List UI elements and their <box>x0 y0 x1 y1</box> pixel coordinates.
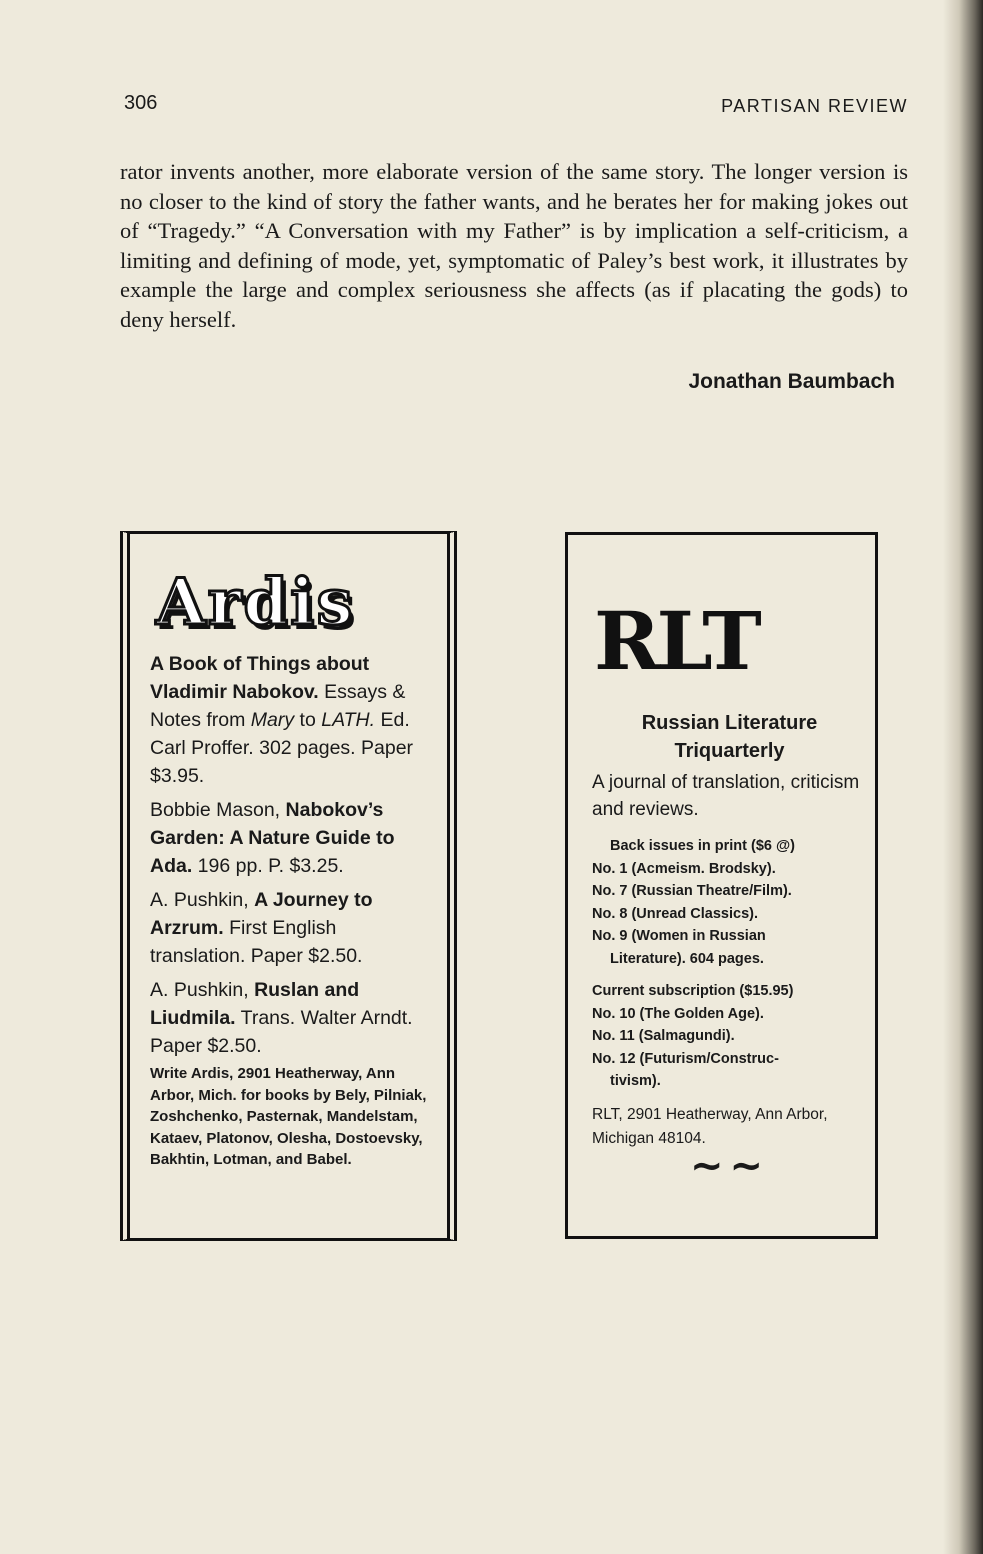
list-item: No. 10 (The Golden Age). <box>592 1005 764 1022</box>
rlt-advertisement <box>565 532 878 1239</box>
rlt-title: Russian Literature Triquarterly <box>641 712 818 762</box>
ad-item: Bobbie Mason, Nabokov’s Garden: A Nature Guide to Ada. 196 pp. P. $3.25. <box>150 799 395 877</box>
ad-item: A. Pushkin, Ruslan and Liudmila. Trans. Walter Arndt. Paper $2.50. <box>150 979 413 1057</box>
list-item: No. 11 (Salmagundi). <box>592 1028 735 1044</box>
rlt-logo: RLT <box>594 594 758 688</box>
paragraph-text: rator invents another, more elaborate version of the same story. The longer version is no closer to the kind of story the father wants, and he berates her for making jokes out of “Tragedy.” “A Conversation with my Father” is by implication a self-criticism, a limiting and defining of mode, yet, symptomatic of Paley’s best work, it illustrates by example the large and complex seriousness she affects (as if placating the gods) to deny herself. <box>120 159 908 332</box>
list-item: No. 8 (Unread Classics). <box>592 905 758 922</box>
subscription-heading: Current subscription ($15.95) <box>592 983 794 999</box>
ardis-logo: Ardis <box>156 565 355 640</box>
list-item: Literature). 604 pages. <box>610 950 764 967</box>
author-signature: Jonathan Baumbach <box>688 370 895 393</box>
rlt-subtitle: A journal of translation, criticism and reviews. <box>592 772 860 820</box>
ardis-footer: Write Ardis, 2901 Heatherway, Ann Arbor, Mich. for books by Bely, Pilniak, Zoshchenko, Pasternak, Mandelstam, Kataev, Platonov, Olesha, Dostoevsky, Bakhtin, Lotman, and Babel. <box>150 1065 427 1168</box>
page-binding-shadow <box>943 0 983 1554</box>
list-item: No. 1 (Acmeism. Brodsky). <box>592 860 776 877</box>
ad-item: A Book of Things about Vladimir Nabokov. Essays & Notes from Mary to LATH. Ed. Carl Proffer. 302 pages. Paper $3.95. <box>150 653 414 787</box>
back-issues-heading: Back issues in print ($6 @) <box>610 838 795 854</box>
ardis-advertisement <box>120 531 457 1241</box>
list-item: tivism). <box>610 1073 661 1089</box>
list-item: No. 9 (Women in Russian <box>592 928 766 944</box>
body-paragraph <box>120 157 908 334</box>
ad-item: A. Pushkin, A Journey to Arzrum. First English translation. Paper $2.50. <box>150 889 373 967</box>
running-head: PARTISAN REVIEW <box>721 96 908 116</box>
back-issues-list <box>592 835 867 970</box>
page-number: 306 <box>124 92 158 114</box>
list-item: No. 12 (Futurism/Construc- <box>592 1050 779 1067</box>
subscription-list <box>592 980 867 1093</box>
ornament-icon: ~~ <box>689 1142 770 1189</box>
rlt-address: RLT, 2901 Heatherway, Ann Arbor, Michigan 48104. <box>592 1105 828 1147</box>
list-item: No. 7 (Russian Theatre/Film). <box>592 883 792 899</box>
